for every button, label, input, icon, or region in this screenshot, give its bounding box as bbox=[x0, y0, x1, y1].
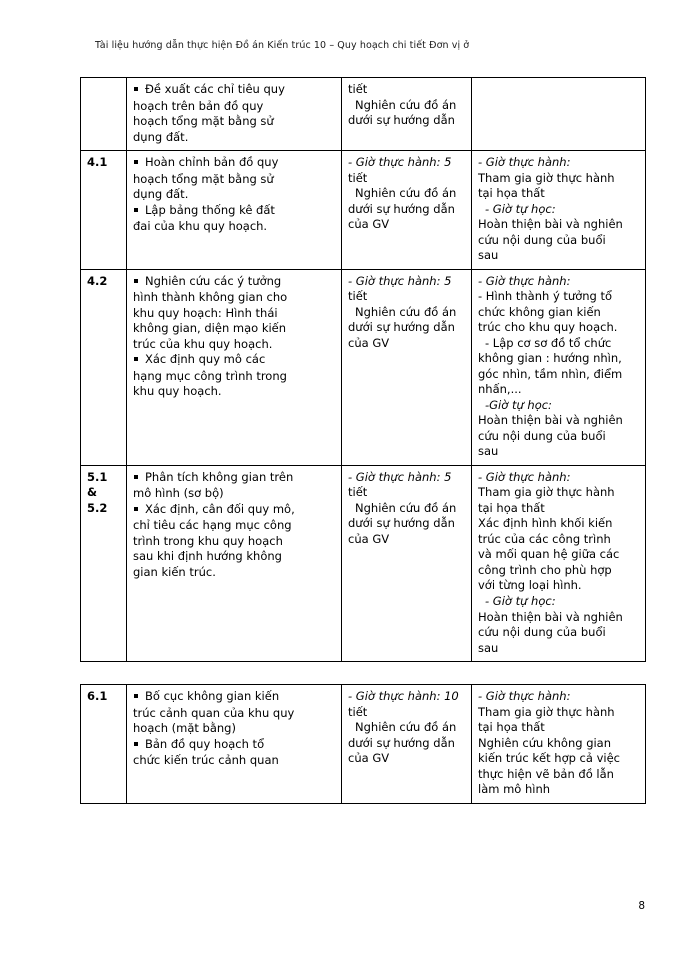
row-code: 5.1 bbox=[87, 469, 108, 484]
row-hours-cell bbox=[342, 78, 472, 151]
notes-line: với từng loại hình. bbox=[478, 578, 582, 593]
notes-line: công trình cho phù hợp bbox=[478, 562, 612, 577]
hours-line: - Giờ thực hành: 5 bbox=[348, 155, 452, 170]
row-code-cell bbox=[81, 151, 127, 270]
notes-line: - Giờ tự học: bbox=[485, 201, 556, 216]
hours-line: dưới sự hướng dẫn bbox=[348, 201, 455, 216]
row-code-cell bbox=[81, 465, 127, 661]
notes-line: sau bbox=[478, 248, 499, 263]
notes-line: - Giờ tự học: bbox=[485, 593, 556, 608]
hours-line: dưới sự hướng dẫn bbox=[348, 516, 455, 531]
notes-line: trúc cho khu quy hoạch. bbox=[478, 320, 618, 335]
table-row bbox=[81, 151, 646, 270]
row-code: 5.2 bbox=[87, 500, 108, 515]
row-notes-cell bbox=[472, 465, 646, 661]
hours-line: dưới sự hướng dẫn bbox=[348, 113, 455, 128]
table-gap bbox=[55, 662, 645, 684]
content-line: Bố cục không gian kiến bbox=[133, 689, 335, 705]
content-line: gian kiến trúc. bbox=[133, 564, 216, 579]
hours-line: dưới sự hướng dẫn bbox=[348, 320, 455, 335]
notes-line: Hoàn thiện bài và nghiên bbox=[478, 217, 623, 232]
content-line: chức kiến trúc cảnh quan bbox=[133, 753, 279, 768]
content-line: chỉ tiêu các hạng mục công bbox=[133, 518, 292, 533]
content-line: Hoàn chỉnh bản đồ quy bbox=[133, 155, 335, 171]
notes-line: chức không gian kiến bbox=[478, 304, 601, 319]
content-line: hình thành không gian cho bbox=[133, 290, 288, 305]
hours-line: tiết bbox=[348, 170, 368, 185]
schedule-table-last bbox=[80, 684, 646, 804]
notes-line: - Lập cơ sơ đồ tổ chức bbox=[485, 335, 612, 350]
notes-line: Xác định hình khối kiến bbox=[478, 516, 613, 531]
notes-line: - Giờ thực hành: bbox=[478, 469, 571, 484]
content-line: dụng đất. bbox=[133, 129, 189, 144]
notes-line: tại họa thất bbox=[478, 720, 545, 735]
table-row bbox=[81, 465, 646, 661]
notes-line: nhấn,... bbox=[478, 382, 522, 397]
hours-line: của GV bbox=[348, 217, 390, 232]
row-code: 4.1 bbox=[87, 155, 108, 170]
hours-line: Nghiên cứu đồ án bbox=[355, 500, 457, 515]
content-line: hoạch trên bản đồ quy bbox=[133, 98, 264, 113]
content-line: trúc cảnh quan của khu quy bbox=[133, 705, 295, 720]
notes-line: -Giờ tự học: bbox=[485, 397, 552, 412]
hours-line: tiết bbox=[348, 289, 368, 304]
content-line: sau khi định hướng không bbox=[133, 549, 282, 564]
hours-line: Nghiên cứu đồ án bbox=[355, 304, 457, 319]
row-code-cell bbox=[81, 78, 127, 151]
content-line: Phân tích không gian trên bbox=[133, 470, 335, 486]
content-line: hoạch tổng mặt bằng sử bbox=[133, 171, 274, 186]
hours-line: dưới sự hướng dẫn bbox=[348, 735, 455, 750]
notes-line: góc nhìn, tầm nhìn, điểm bbox=[478, 366, 623, 381]
notes-line: trúc của các công trình bbox=[478, 531, 611, 546]
row-hours-cell bbox=[342, 151, 472, 270]
row-content-cell bbox=[127, 269, 342, 465]
table-row bbox=[81, 685, 646, 804]
hours-line: - Giờ thực hành: 5 bbox=[348, 469, 452, 484]
content-line: khu quy hoạch: Hình thái bbox=[133, 305, 278, 320]
notes-line: làm mô hình bbox=[478, 782, 551, 797]
row-notes-cell bbox=[472, 269, 646, 465]
hours-line: tiết bbox=[348, 485, 368, 500]
content-line: Nghiên cứu các ý tưởng bbox=[133, 274, 335, 290]
schedule-table-main bbox=[80, 77, 646, 662]
notes-line: thực hiện vẽ bản đồ lẫn bbox=[478, 766, 614, 781]
content-line: Đề xuất các chỉ tiêu quy bbox=[133, 82, 335, 98]
content-line: hoạch (mặt bằng) bbox=[133, 721, 236, 736]
hours-line: Nghiên cứu đồ án bbox=[355, 186, 457, 201]
row-notes-cell bbox=[472, 151, 646, 270]
notes-line: - Hình thành ý tưởng tổ bbox=[478, 289, 613, 304]
content-line: đai của khu quy hoạch. bbox=[133, 219, 268, 234]
notes-line: tại họa thất bbox=[478, 500, 545, 515]
table-row bbox=[81, 269, 646, 465]
row-content-cell bbox=[127, 151, 342, 270]
row-hours-cell bbox=[342, 269, 472, 465]
notes-line: Nghiên cứu không gian bbox=[478, 735, 612, 750]
hours-line: Nghiên cứu đồ án bbox=[355, 720, 457, 735]
hours-line: của GV bbox=[348, 751, 390, 766]
page-number: 8 bbox=[638, 900, 645, 912]
hours-line: của GV bbox=[348, 531, 390, 546]
row-content-cell bbox=[127, 685, 342, 804]
row-code-cell bbox=[81, 269, 127, 465]
row-code: & bbox=[87, 485, 98, 500]
notes-line: - Giờ thực hành: bbox=[478, 273, 571, 288]
content-line: khu quy hoạch. bbox=[133, 384, 222, 399]
notes-line: không gian : hướng nhìn, bbox=[478, 351, 622, 366]
row-content-cell bbox=[127, 465, 342, 661]
content-line: Bản đồ quy hoạch tổ bbox=[133, 737, 335, 753]
schedule-table-body bbox=[81, 78, 646, 662]
row-code-cell bbox=[81, 685, 127, 804]
schedule-table-last-body bbox=[81, 685, 646, 804]
content-line: hoạch tổng mặt bằng sử bbox=[133, 114, 274, 129]
hours-line: - Giờ thực hành: 5 bbox=[348, 273, 452, 288]
table-row bbox=[81, 78, 646, 151]
hours-line: - Giờ thực hành: 10 bbox=[348, 689, 459, 704]
content-line: Xác định quy mô các bbox=[133, 352, 335, 368]
hours-line: Nghiên cứu đồ án bbox=[355, 97, 457, 112]
notes-line: sau bbox=[478, 640, 499, 655]
notes-line: cứu nội dung của buổi bbox=[478, 232, 606, 247]
hours-line: tiết bbox=[348, 704, 368, 719]
content-line: dụng đất. bbox=[133, 187, 189, 202]
content-line: hạng mục công trình trong bbox=[133, 368, 287, 383]
row-content-cell bbox=[127, 78, 342, 151]
notes-line: Tham gia giờ thực hành bbox=[478, 170, 615, 185]
notes-line: Hoàn thiện bài và nghiên bbox=[478, 609, 623, 624]
row-notes-cell bbox=[472, 685, 646, 804]
row-code: 4.2 bbox=[87, 273, 108, 288]
page-header: Tài liệu hướng dẫn thực hiện Đồ án Kiến trúc 10 – Quy hoạch chi tiết Đơn vị ở bbox=[95, 40, 470, 51]
content-line: không gian, diện mạo kiến bbox=[133, 321, 287, 336]
content-line: Xác định, cân đối quy mô, bbox=[133, 502, 335, 518]
notes-line: Tham gia giờ thực hành bbox=[478, 704, 615, 719]
row-notes-cell bbox=[472, 78, 646, 151]
notes-line: - Giờ thực hành: bbox=[478, 155, 571, 170]
notes-line: Tham gia giờ thực hành bbox=[478, 485, 615, 500]
content-line: Lập bảng thống kê đất bbox=[133, 203, 335, 219]
content-line: trúc của khu quy hoạch. bbox=[133, 336, 273, 351]
notes-line: - Giờ thực hành: bbox=[478, 689, 571, 704]
notes-line: kiến trúc kết hợp cả việc bbox=[478, 751, 620, 766]
row-hours-cell bbox=[342, 685, 472, 804]
notes-line: sau bbox=[478, 444, 499, 459]
row-code: 6.1 bbox=[87, 689, 108, 704]
notes-line: Hoàn thiện bài và nghiên bbox=[478, 413, 623, 428]
hours-line: tiết bbox=[348, 82, 368, 96]
hours-line: của GV bbox=[348, 335, 390, 350]
notes-line: cứu nội dung của buổi bbox=[478, 428, 606, 443]
notes-line: tại họa thất bbox=[478, 186, 545, 201]
notes-line: và mối quan hệ giữa các bbox=[478, 547, 620, 562]
content-line: mô hình (sơ bộ) bbox=[133, 486, 224, 501]
notes-line: cứu nội dung của buổi bbox=[478, 625, 606, 640]
row-hours-cell bbox=[342, 465, 472, 661]
content-line: trình trong khu quy hoạch bbox=[133, 533, 283, 548]
